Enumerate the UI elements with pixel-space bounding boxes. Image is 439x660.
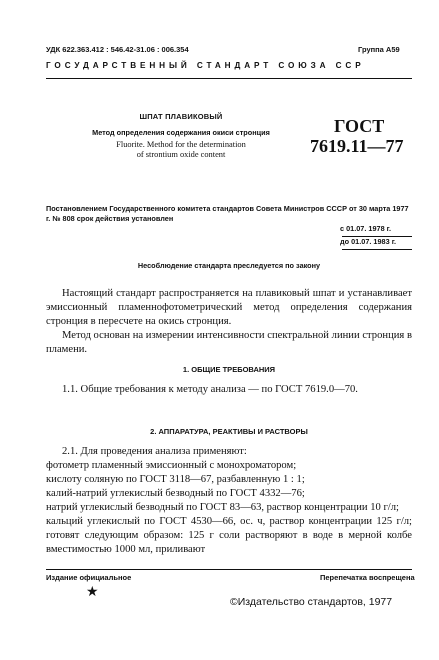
list-item: фотометр пламенный эмиссионный с монохроматором; <box>46 460 297 471</box>
reprint-note: Перепечатка воспрещена <box>320 573 415 582</box>
method-title-en-line-2: of strontium oxide content <box>136 150 226 159</box>
group-code: Группа А59 <box>358 45 400 54</box>
law-notice: Несоблюдение стандарта преследуется по закону <box>137 261 321 270</box>
method-title-ru: Метод определения содержания окиси стронция <box>92 128 270 137</box>
method-title-en <box>66 140 296 160</box>
udk-code: УДК 622.363.412 : 546.42-31.06 : 006.354 <box>46 45 189 54</box>
validity-to: до 01.07. 1983 г. <box>340 237 397 246</box>
paragraph-scope: Настоящий стандарт распространяется на плавиковый шпат и устанавливает эмиссионный пламеннофотометрический метод определения содержания стронция в пересчете на окись стронция. <box>46 288 412 327</box>
section-heading-apparatus: 2. АППАРАТУРА, РЕАКТИВЫ И РАСТВОРЫ <box>150 427 308 436</box>
decree-text: Постановлением Государственного комитета стандартов Совета Министров СССР от 30 марта 1977 г. № 808 срок действия установлен <box>46 204 409 223</box>
apparatus-section <box>46 445 412 557</box>
list-item: натрий углекислый безводный по ГОСТ 83—63, раствор концентрации 10 г/л; <box>46 502 399 513</box>
validity-from: с 01.07. 1978 г. <box>340 224 391 233</box>
section-heading-general: 1. ОБЩИЕ ТРЕБОВАНИЯ <box>182 365 276 374</box>
list-item: кальций углекислый по ГОСТ 4530—66, ос. ч, раствор концентрации 125 г/л; готовят следующим образом: 125 г соли растворяют в воде в мерной колбе вместимостью 1000 мл, приливают <box>46 516 412 555</box>
paragraph-general-requirements: 1.1. Общие требования к методу анализа — по ГОСТ 7619.0—70. <box>62 384 358 395</box>
list-item: калий-натрий углекислый безводный по ГОСТ 4332—76; <box>46 488 305 499</box>
validity-to-underline <box>342 249 412 250</box>
standard-heading: ГОСУДАРСТВЕННЫЙ СТАНДАРТ СОЮЗА ССР <box>46 61 365 70</box>
list-item: кислоту соляную по ГОСТ 3118—67, разбавленную 1 : 1; <box>46 474 305 485</box>
header-divider <box>46 78 412 79</box>
edition-note: Издание официальное <box>46 573 132 582</box>
document-title: ШПАТ ПЛАВИКОВЫЙ <box>139 112 223 121</box>
method-title-en-line-1: Fluorite. Method for the determination <box>116 140 246 149</box>
gost-number: 7619.11—77 <box>310 136 404 156</box>
copyright: ©Издательство стандартов, 1977 <box>230 596 393 608</box>
gost-label: ГОСТ <box>334 116 385 136</box>
star-icon: ★ <box>86 585 99 600</box>
paragraph-apparatus-intro: 2.1. Для проведения анализа применяют: <box>62 446 247 457</box>
footer-divider <box>46 569 412 570</box>
paragraph-method: Метод основан на измерении интенсивности спектральной линии стронция в пламени. <box>46 330 412 355</box>
